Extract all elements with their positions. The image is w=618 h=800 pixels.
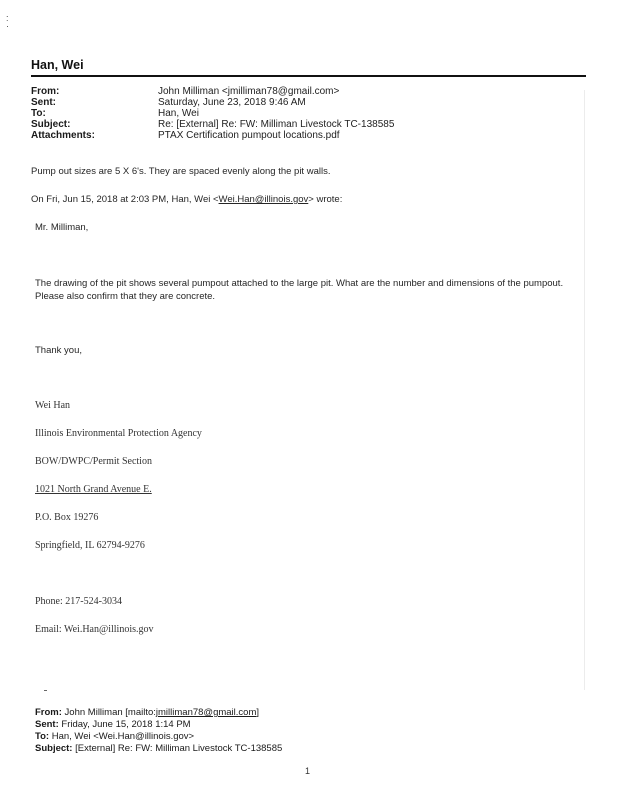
quote-intro-prefix: On Fri, Jun 15, 2018 at 2:03 PM, Han, Wei <	[31, 194, 219, 205]
sent-value: Saturday, June 23, 2018 9:46 AM	[158, 97, 306, 108]
page-number: 1	[305, 766, 311, 776]
fwd-from-label: From:	[35, 707, 62, 718]
scan-mark	[44, 690, 47, 691]
fwd-sent-label: Sent:	[35, 719, 59, 730]
signature-name: Wei Han	[35, 400, 71, 411]
fwd-to-label: To:	[35, 731, 50, 742]
message-closing: Thank you,	[35, 345, 82, 356]
sent-label: Sent:	[31, 97, 56, 108]
fwd-to-value: Han, Wei <Wei.Han@illinois.gov>	[49, 731, 195, 742]
message-paragraph: The drawing of the pit shows several pumpout attached to the large pit. What are the number and dimensions of the pumpout. Please also confirm that they are concrete.	[35, 278, 564, 302]
fwd-sent-line	[35, 719, 191, 730]
quote-intro	[31, 194, 342, 205]
fwd-subject-line	[35, 743, 282, 754]
message-greeting: Mr. Milliman,	[35, 222, 89, 233]
signature-po-box: P.O. Box 19276	[35, 512, 99, 523]
attachment-link[interactable]: PTAX Certification pumpout locations.pdf	[158, 130, 340, 141]
fwd-subject-value: [External] Re: FW: Milliman Livestock TC-138585	[72, 743, 283, 754]
subject-value: Re: [External] Re: FW: Milliman Livestock TC-138585	[158, 119, 395, 130]
signature-email: Email: Wei.Han@illinois.gov	[35, 624, 154, 635]
fwd-to-line	[35, 731, 194, 742]
from-label: From:	[31, 86, 60, 97]
scan-specks: : ·	[6, 13, 9, 31]
signature-city: Springfield, IL 62794-9276	[35, 540, 145, 551]
scan-edge-line	[584, 90, 585, 690]
quote-intro-email-link[interactable]: Wei.Han@illinois.gov	[218, 194, 309, 205]
fwd-sent-value: Friday, June 15, 2018 1:14 PM	[58, 719, 191, 730]
to-value: Han, Wei	[158, 108, 199, 119]
subject-label: Subject:	[31, 119, 71, 130]
header-rule	[31, 75, 586, 77]
fwd-from-suffix: ]	[256, 707, 259, 718]
fwd-subject-label: Subject:	[35, 743, 73, 754]
signature-agency: Illinois Environmental Protection Agency	[35, 428, 202, 439]
signature-phone: Phone: 217-524-3034	[35, 596, 122, 607]
from-value: John Milliman <jmilliman78@gmail.com>	[158, 86, 340, 97]
fwd-from-prefix: John Milliman [mailto:	[61, 707, 156, 718]
fwd-from-email-link[interactable]: jmilliman78@gmail.com	[155, 707, 257, 718]
quote-intro-suffix: > wrote:	[308, 194, 343, 205]
signature-section: BOW/DWPC/Permit Section	[35, 456, 152, 467]
sender-name: Han, Wei	[31, 58, 84, 72]
signature-street-link[interactable]: 1021 North Grand Avenue E.	[35, 484, 152, 495]
fwd-from-line	[35, 707, 259, 718]
reply-text: Pump out sizes are 5 X 6's. They are spaced evenly along the pit walls.	[31, 166, 331, 177]
attachments-label: Attachments:	[31, 130, 95, 141]
to-label: To:	[31, 108, 46, 119]
